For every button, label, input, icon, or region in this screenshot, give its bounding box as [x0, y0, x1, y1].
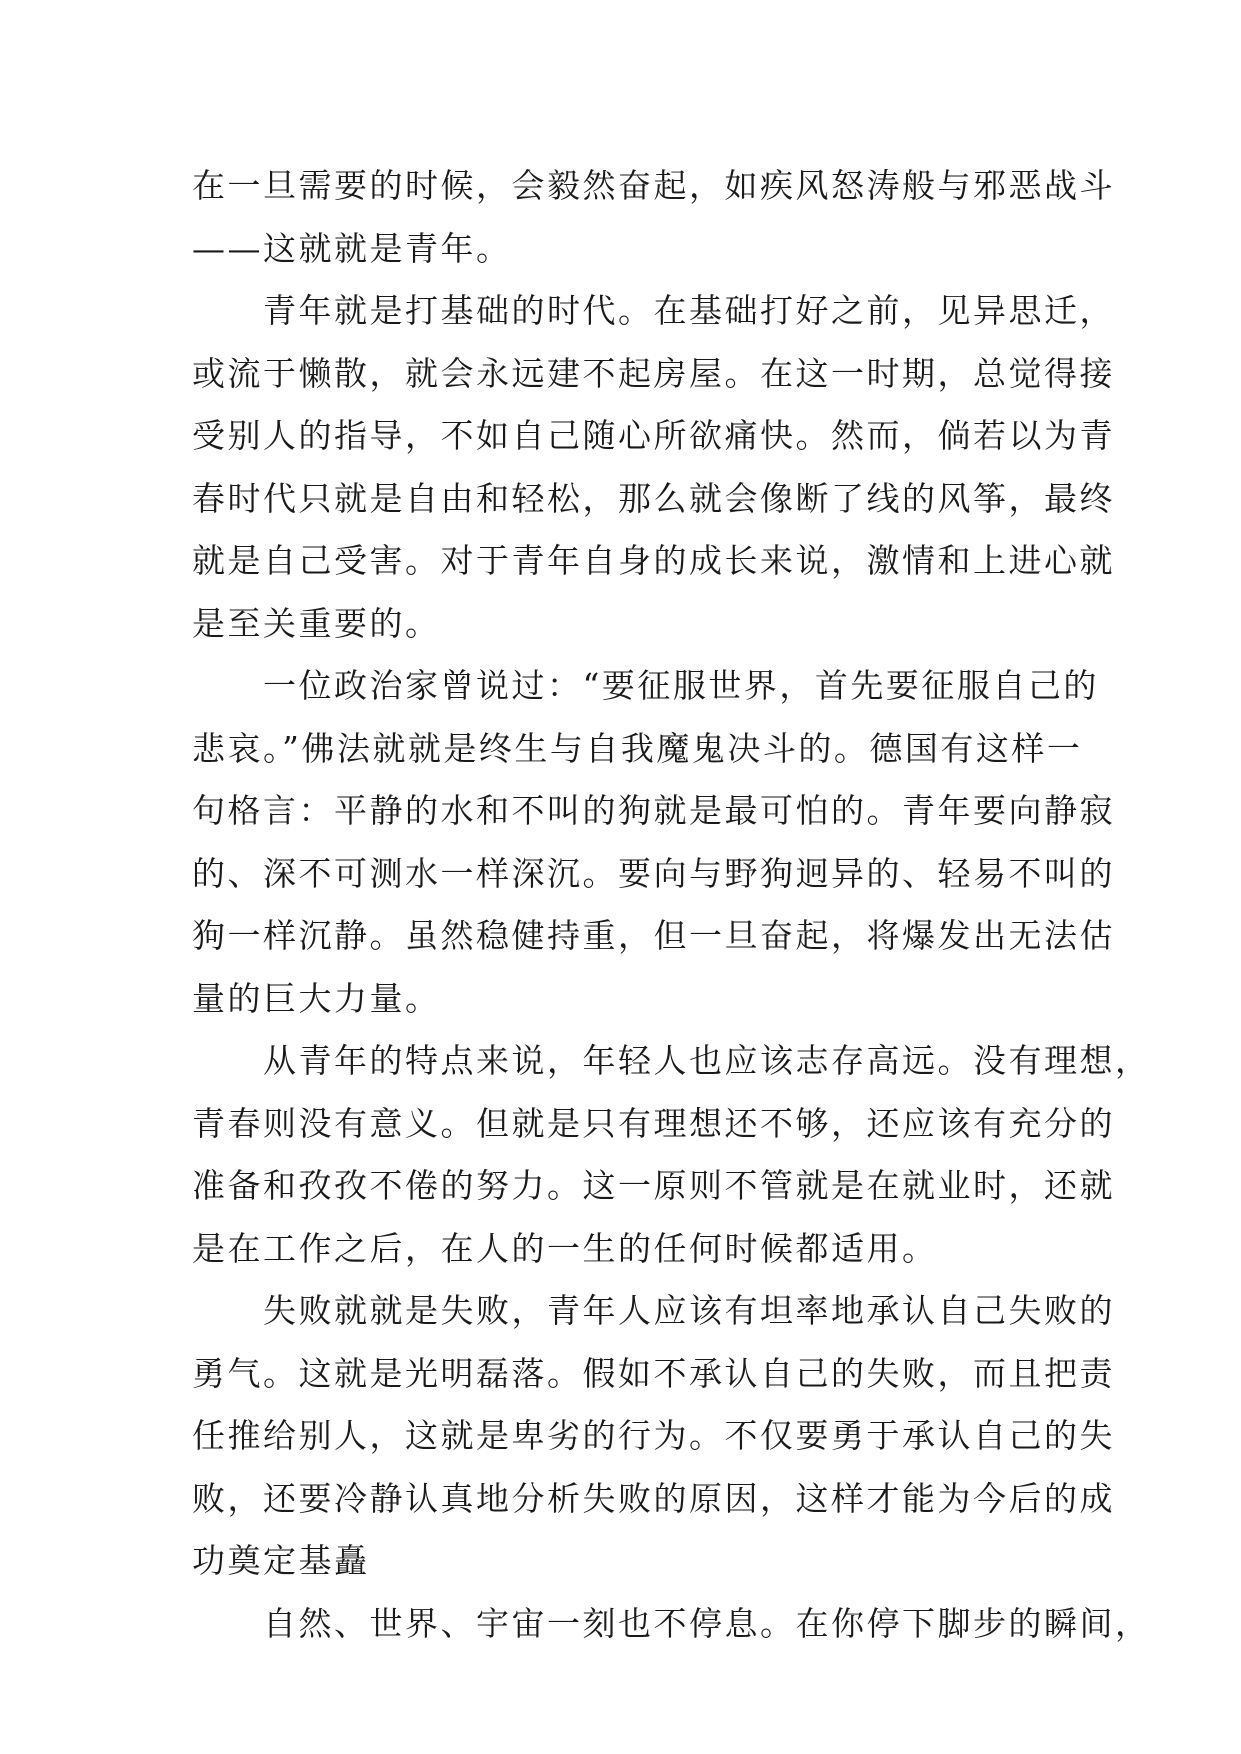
text-line: 青年就是打基础的时代。在基础打好之前，见异思迁，: [192, 291, 1115, 330]
text-line: 自然、世界、宇宙一刻也不停息。在你停下脚步的瞬间，: [192, 1603, 1151, 1643]
text-line: 或流于懒散，就会永远建不起房屋。在这一时期，总觉得接: [192, 353, 1115, 393]
text-line: 一位政治家曾说过：“要征服世界，首先要征服自己的: [192, 666, 1099, 705]
text-line: ——这就就是青年。: [192, 228, 512, 268]
text-line: 失败就就是失败，青年人应该有坦率地承认自己失败的: [192, 1291, 1115, 1330]
text-line: 准备和孜孜不倦的努力。这一原则不管就是在就业时，还就: [192, 1166, 1115, 1205]
text-line: 就是自己受害。对于青年自身的成长来说，激情和上进心就: [192, 541, 1115, 580]
text-line: 青春则没有意义。但就是只有理想还不够，还应该有充分的: [192, 1103, 1115, 1143]
document-body: [192, 155, 1151, 1655]
text-line: 量的巨大力量。: [192, 978, 441, 1018]
text-line: 春时代只就是自由和轻松，那么就会像断了线的风筝，最终: [192, 478, 1115, 518]
text-line: 功奠定基矗: [192, 1541, 370, 1580]
text-line: 受别人的指导，不如自己随心所欲痛快。然而，倘若以为青: [192, 416, 1115, 455]
text-line: 悲哀。”佛法就就是终生与自我魔鬼决斗的。德国有这样一: [192, 728, 1083, 768]
text-line: 任推给别人，这就是卑劣的行为。不仅要勇于承认自己的失: [192, 1416, 1115, 1455]
text-line: 是至关重要的。: [192, 603, 441, 643]
text-line: 是在工作之后，在人的一生的任何时候都适用。: [192, 1228, 938, 1268]
text-line: 在一旦需要的时候，会毅然奋起，如疾风怒涛般与邪恶战斗: [192, 166, 1115, 205]
text-line: 败，还要冷静认真地分析失败的原因，这样才能为今后的成: [192, 1478, 1115, 1518]
text-line: 勇气。这就是光明磊落。假如不承认自己的失败，而且把责: [192, 1353, 1115, 1393]
text-line: 的、深不可测水一样深沉。要向与野狗迥异的、轻易不叫的: [192, 853, 1115, 893]
text-line: 从青年的特点来说，年轻人也应该志存高远。没有理想，: [192, 1041, 1151, 1080]
text-line: 句格言：平静的水和不叫的狗就是最可怕的。青年要向静寂: [192, 791, 1115, 830]
text-line: 狗一样沉静。虽然稳健持重，但一旦奋起，将爆发出无法估: [192, 916, 1115, 955]
